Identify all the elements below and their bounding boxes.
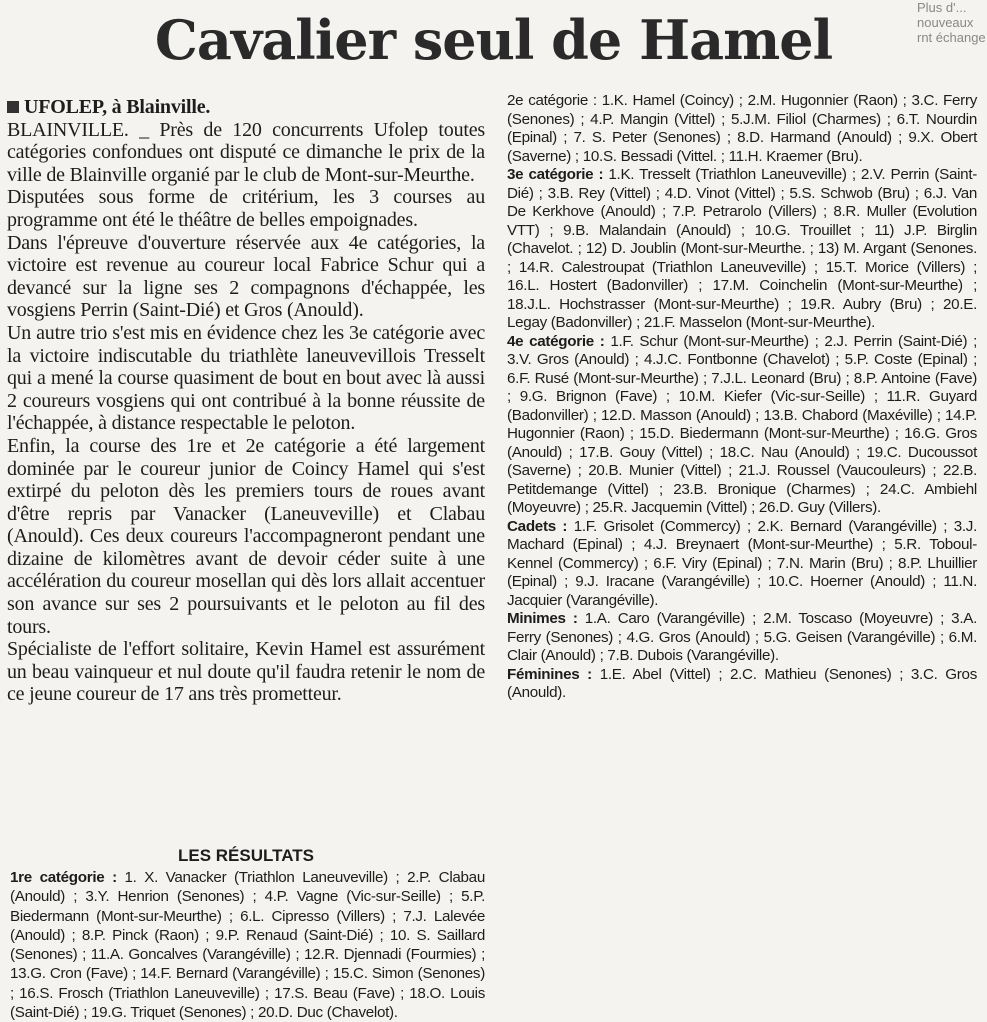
article-body — [7, 96, 485, 706]
paragraph: Un autre trio s'est mis en évidence chez les 3e catégorie avec la victoire indiscutable du triathlète laneuvevillois Tresselt qui a mené la course quasiment de bout en bout avec là aussi 2 coureurs vosgiens qui ont contribué à la bonne réussite de l'échappée, à distance respectable le peloton. — [7, 321, 485, 435]
bleed-line: nouveaux — [917, 15, 974, 30]
kicker — [7, 96, 485, 119]
result-text: 1. X. Vanacker (Triathlon Laneuveville) ; 2.P. Clabau (Anould) ; 3.Y. Henrion (Senones) ; 4.P. Vagne (Vic-sur-Seille) ; 5.P. Biedermann (Mont-sur-Meurthe) ; 6.L. Cipresso (Villers) ; 7.J. Lalevée (Anould) ; 8.P. Pinck (Raon) ; 9.P. Renaud (Saint-Dié) ; 10. S. Saillard (Senones) ; 11.A. Goncalves (Varangéville) ; 12.R. Djennadi (Fourmies) ; 13.G. Cron (Fave) ; 14.F. Bernard (Varangéville) ; 15.C. Simon (Senones) ; 16.S. Frosch (Triathlon Laneuveville) ; 17.S. Beau (Fave) ; 18.O. Louis (Saint-Dié) ; 19.G. Triquet (Senones) ; 20.D. Duc (Chavelot). — [10, 869, 485, 1022]
bleed-line: Plus d'... — [917, 0, 967, 15]
paragraph: Spécialiste de l'effort solitaire, Kevin Hamel est assurément un beau vainqueur et nul doute qu'il faudra retenir le nom de ce jeune coureur de 17 ans très prometteur. — [7, 638, 485, 706]
headline: Cavalier seul de Hamel — [154, 8, 833, 72]
paragraph: Enfin, la course des 1re et 2e catégorie a été largement dominée par le coureur junior de Coincy Hamel qui s'est extirpé du peloton dès les premiers tours de roues avant d'être repris par Vanacker (Laneuveville) et Clabau (Anould). Ces deux coureurs l'accompagneront pendant une dizaine de kilomètres avant de devoir céder suite à une accélération du coureur mosellan qui dès lors allait accentuer son avance sur ses 2 poursuivants et le peloton au fil des tours. — [7, 434, 485, 638]
paragraph: Disputées sous forme de critérium, les 3 courses au programme ont été le théâtre de belles empoignades. — [7, 186, 485, 231]
result-text: 1.E. Abel (Vittel) ; 2.C. Mathieu (Senones) ; 3.C. Gros (Anould). — [507, 665, 977, 701]
result-text: 1.A. Caro (Varangéville) ; 2.M. Toscaso (Moyeuvre) ; 3.A. Ferry (Senones) ; 4.G. Gros (Anould) ; 5.G. Geisen (Varangéville) ; 6.M. Clair (Anould) ; 7.B. Dubois (Varangéville). — [507, 610, 977, 664]
result-category: 3e catégorie : — [507, 166, 604, 183]
result-category: 4e catégorie : — [507, 332, 605, 350]
result-category: Cadets : — [507, 517, 568, 535]
result-entry — [507, 166, 977, 333]
result-entry — [507, 333, 977, 518]
results-column — [507, 92, 977, 703]
kicker-text: UFOLEP, à Blainville. — [24, 96, 211, 118]
paragraph: Dans l'épreuve d'ouverture réservée aux 4e catégories, la victoire est revenue au coureur local Fabrice Schur qui a devancé sur la ligne ses 2 compagnons d'échappée, les vosgiens Perrin (Saint-Dié) et Gros (Anould). — [7, 231, 485, 322]
result-entry — [507, 610, 977, 666]
result-category: Minimes : — [507, 610, 578, 627]
result-entry — [507, 518, 977, 611]
result-entry — [507, 92, 977, 166]
results-first-block — [10, 868, 485, 1022]
result-entry — [10, 868, 485, 1022]
result-text: 2e catégorie : 1.K. Hamel (Coincy) ; 2.M. Hugonnier (Raon) ; 3.C. Ferry (Senones) ; 4.P. Mangin (Vittel) ; 5.J.M. Filiol (Charmes) ; 6.T. Nourdin (Epinal) ; 7. S. Peter (Senones) ; 8.D. Harmand (Anould) ; 9.X. Obert (Saverne) ; 10.S. Bessadi (Vittel. ; 11.H. Kraemer (Bru). — [507, 92, 977, 165]
result-text: 1.K. Tresselt (Triathlon Laneuveville) ; 2.V. Perrin (Saint-Dié) ; 3.B. Rey (Vittel) ; 4.D. Vinot (Vittel) ; 5.S. Schwob (Bru) ; 6.J. Van De Kerkhove (Anould) ; 7.P. Petrarolo (Villers) ; 8.R. Muller (Evolution VTT) ; 9.B. Malandain (Anould) ; 10.G. Trouillet ; 11) J.P. Birglin (Chavelot. ; 12) D. Joublin (Mont-sur-Meurthe. ; 13) M. Argant (Senones. ; 14.R. Calestroupat (Triathlon Laneuveville) ; 15.T. Morice (Villers) ; 16.L. Hostert (Badonviller) ; 17.M. Coinchelin (Mont-sur-Meurthe) ; 18.J.L. Hochstrasser (Mont-sur-Meurthe) ; 19.R. Aubry (Bru) ; 20.E. Legay (Badonviller) ; 21.F. Masselon (Mont-sur-Meurthe). — [507, 166, 977, 331]
results-title: LES RÉSULTATS — [178, 846, 314, 865]
result-text: 1.F. Schur (Mont-sur-Meurthe) ; 2.J. Perrin (Saint-Dié) ; 3.V. Gros (Anould) ; 4.J.C. Fontbonne (Chavelot) ; 5.P. Coste (Epinal) ; 6.F. Rusé (Mont-sur-Meurthe) ; 7.J.L. Leonard (Bru) ; 8.P. Antoine (Fave) ; 9.G. Brignon (Fave) ; 10.M. Kiefer (Vic-sur-Seille) ; 11.R. Guyard (Badonviller) ; 12.D. Masson (Anould) ; 13.B. Chabord (Maxéville) ; 14.P. Hugonnier (Raon) ; 15.D. Biedermann (Mont-sur-Meurthe) ; 16.G. Gros (Anould) ; 17.B. Gouy (Vittel) ; 18.C. Nau (Anould) ; 19.C. Ducoussot (Saverne) ; 20.B. Munier (Vittel) ; 21.J. Roussel (Vaucouleurs) ; 22.B. Petitdemange (Vittel) ; 23.B. Bronique (Charmes) ; 24.C. Ambiehl (Moyeuvre) ; 25.R. Jacquemin (Vittel) ; 26.D. Guy (Villers). — [507, 332, 978, 516]
square-bullet-icon — [7, 101, 19, 113]
paragraph: BLAINVILLE. _ Près de 120 concurrents Ufolep toutes catégories confondues ont disputé ce dimanche le prix de la ville de Blainville organié par le club de Mont-sur-Meurthe. — [7, 118, 485, 186]
result-category: Féminines : — [507, 665, 592, 683]
bleed-line: rnt échange — [917, 30, 986, 45]
result-text: 1.F. Grisolet (Commercy) ; 2.K. Bernard (Varangéville) ; 3.J. Machard (Epinal) ; 4.J. Breynaert (Mont-sur-Meurthe) ; 5.R. Toboul-Kennel (Commercy) ; 6.F. Viry (Epinal) ; 7.N. Marin (Bru) ; 8.P. Lhuillier (Epinal) ; 9.J. Iracane (Varangéville) ; 10.C. Hoerner (Anould) ; 11.N. Jacquier (Varangéville). — [507, 517, 977, 609]
result-entry — [507, 666, 977, 703]
result-category: 1re catégorie : — [10, 869, 117, 886]
